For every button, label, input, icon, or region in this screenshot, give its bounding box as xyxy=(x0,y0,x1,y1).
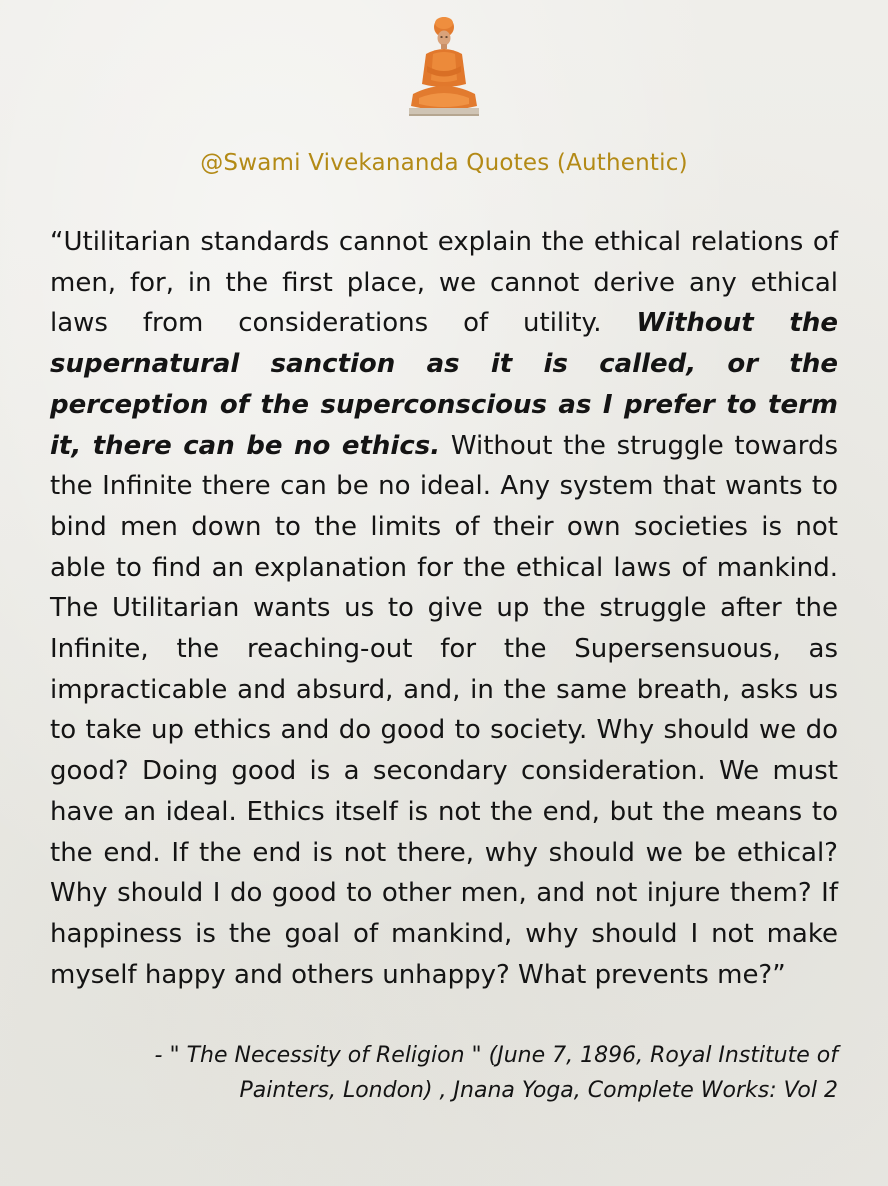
quote-emphasis: Without the supernatural sanction as it is called, or the perception of the superconscious as I prefer to term it, there can be no ethics. xyxy=(50,308,838,461)
seated-monk-figure-icon xyxy=(409,14,479,116)
quote-text-part1: “Utilitarian standards cannot explain the ethical relations of men, for, in the first place, we cannot derive any ethical laws from considerations of utility. xyxy=(50,227,838,339)
quote-body xyxy=(50,222,838,995)
quote-text-part2: Without the struggle towards the Infinite there can be no ideal. Any system that wants to bind men down to the limits of their own societies is not able to find an explanation for the ethical laws of mankind. The Utilitarian wants us to give up the struggle after the Infinite, the reaching-out for the Supersensuous, as impracticable and absurd, and, in the same breath, asks us to take up ethics and do good to society. Why should we do good? Doing good is a secondary consideration. We must have an ideal. Ethics itself is not the end, but the means to the end. If the end is not there, why should we be ethical? Why should I do good to other men, and not injure them? If happiness is the goal of mankind, why should I not make myself happy and others unhappy? What prevents me?” xyxy=(50,430,839,990)
quote-citation: - " The Necessity of Religion " (June 7, 1896, Royal Institute of Painters, London) , Jnana Yoga, Complete Works: Vol 2 xyxy=(154,1043,838,1103)
page-handle: @Swami Vivekananda Quotes (Authentic) xyxy=(200,150,688,176)
